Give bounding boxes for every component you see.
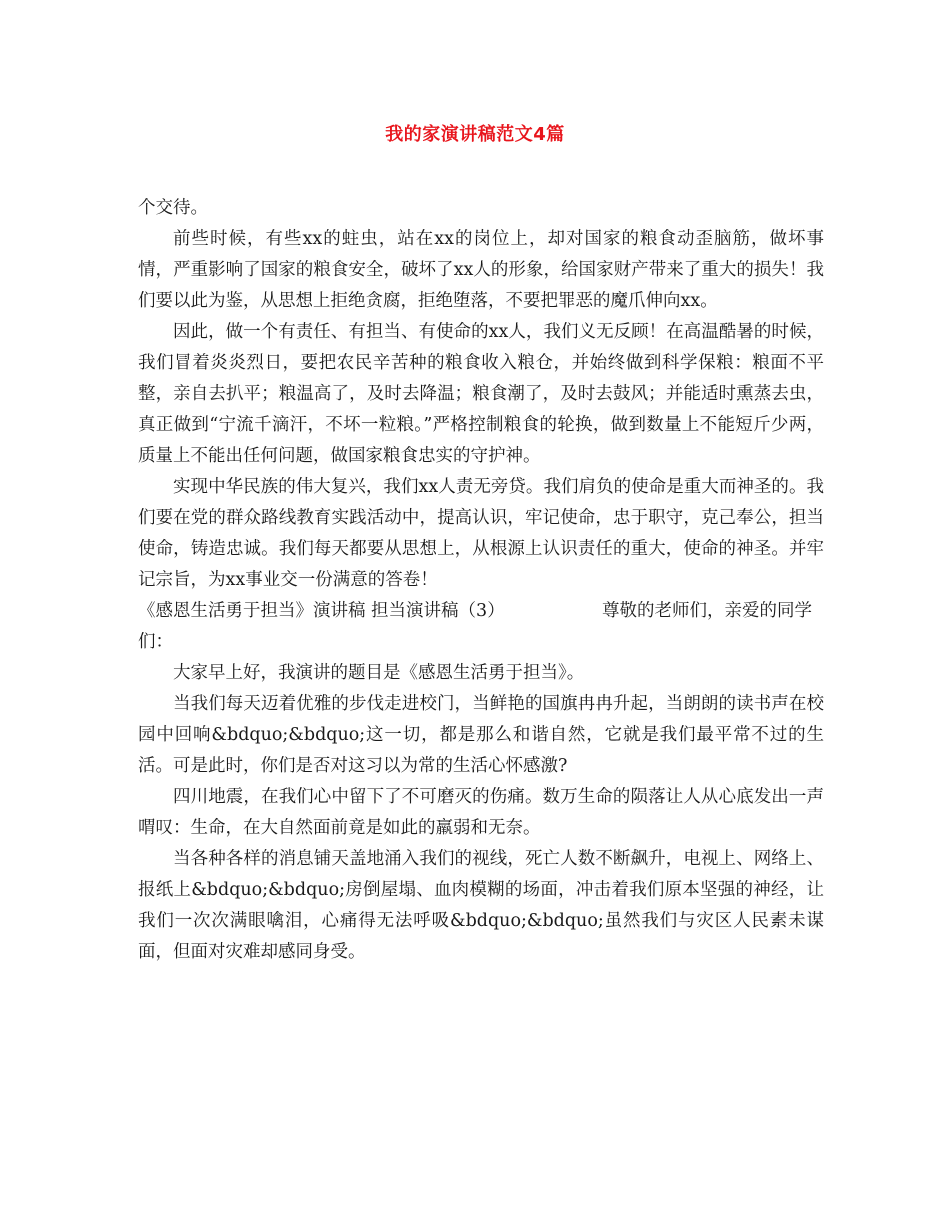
section-heading-title: 《感恩生活勇于担当》演讲稿 担当演讲稿（3） bbox=[138, 601, 505, 621]
paragraph: 实现中华民族的伟大复兴，我们xx人责无旁贷。我们肩负的使命是重大而神圣的。我们要在党的群众路线教育实践活动中，提高认识，牢记使命，忠于职守，克己奉公，担当使命，铸造忠诚。我们每天都要从思想上，从根源上认识责任的重大，使命的神圣。并牢记宗旨，为xx事业交一份满意的答卷！ bbox=[138, 477, 824, 590]
paragraph: 前些时候，有些xx的蛀虫，站在xx的岗位上，却对国家的粮食动歪脑筋，做坏事情，严重影响了国家的粮食安全，破坏了xx人的形象，给国家财产带来了重大的损失！我们要以此为鉴，从思想上拒绝贪腐，拒绝堕落，不要把罪恶的魔爪伸向xx。 bbox=[138, 229, 824, 311]
paragraph: 四川地震，在我们心中留下了不可磨灭的伤痛。数万生命的陨落让人从心底发出一声喟叹：生命，在大自然面前竟是如此的羸弱和无奈。 bbox=[138, 787, 824, 838]
paragraph: 当各种各样的消息铺天盖地涌入我们的视线，死亡人数不断飙升，电视上、网络上、报纸上&bdquo;&bdquo;房倒屋塌、血肉模糊的场面，冲击着我们原本坚强的神经，让我们一次次满眼噙泪，心痛得无法呼吸&bdquo;&bdquo;虽然我们与灾区人民素未谋面，但面对灾难却感同身受。 bbox=[138, 849, 824, 962]
paragraph: 大家早上好，我演讲的题目是《感恩生活勇于担当》。 bbox=[173, 663, 585, 683]
paragraph-fragment: 个交待。 bbox=[138, 198, 208, 218]
section-heading-continuation: 们： bbox=[138, 632, 173, 652]
paragraph: 因此，做一个有责任、有担当、有使命的xx人，我们义无反顾！在高温酷暑的时候，我们冒着炎炎烈日，要把农民辛苦种的粮食收入粮仓，并始终做到科学保粮：粮面不平整，亲自去扒平；粮温高了，及时去降温；粮食潮了，及时去鼓风；并能适时熏蒸去虫，真正做到“宁流千滴汗，不坏一粒粮。”严格控制粮食的轮换，做到数量上不能短斤少两，质量上不能出任何问题，做国家粮食忠实的守护神。 bbox=[138, 322, 824, 466]
paragraph: 当我们每天迈着优雅的步伐走进校门，当鲜艳的国旗冉冉升起，当朗朗的读书声在校园中回响&bdquo;&bdquo;这一切，都是那么和谐自然，它就是我们最平常不过的生活。可是此时，你们是否对这习以为常的生活心怀感激? bbox=[138, 694, 824, 776]
document-body bbox=[138, 193, 824, 968]
document-title: 我的家演讲稿范文4篇 bbox=[385, 124, 565, 145]
section-heading bbox=[138, 596, 824, 627]
section-heading-greeting: 尊敬的老师们，亲爱的同学 bbox=[602, 601, 812, 621]
